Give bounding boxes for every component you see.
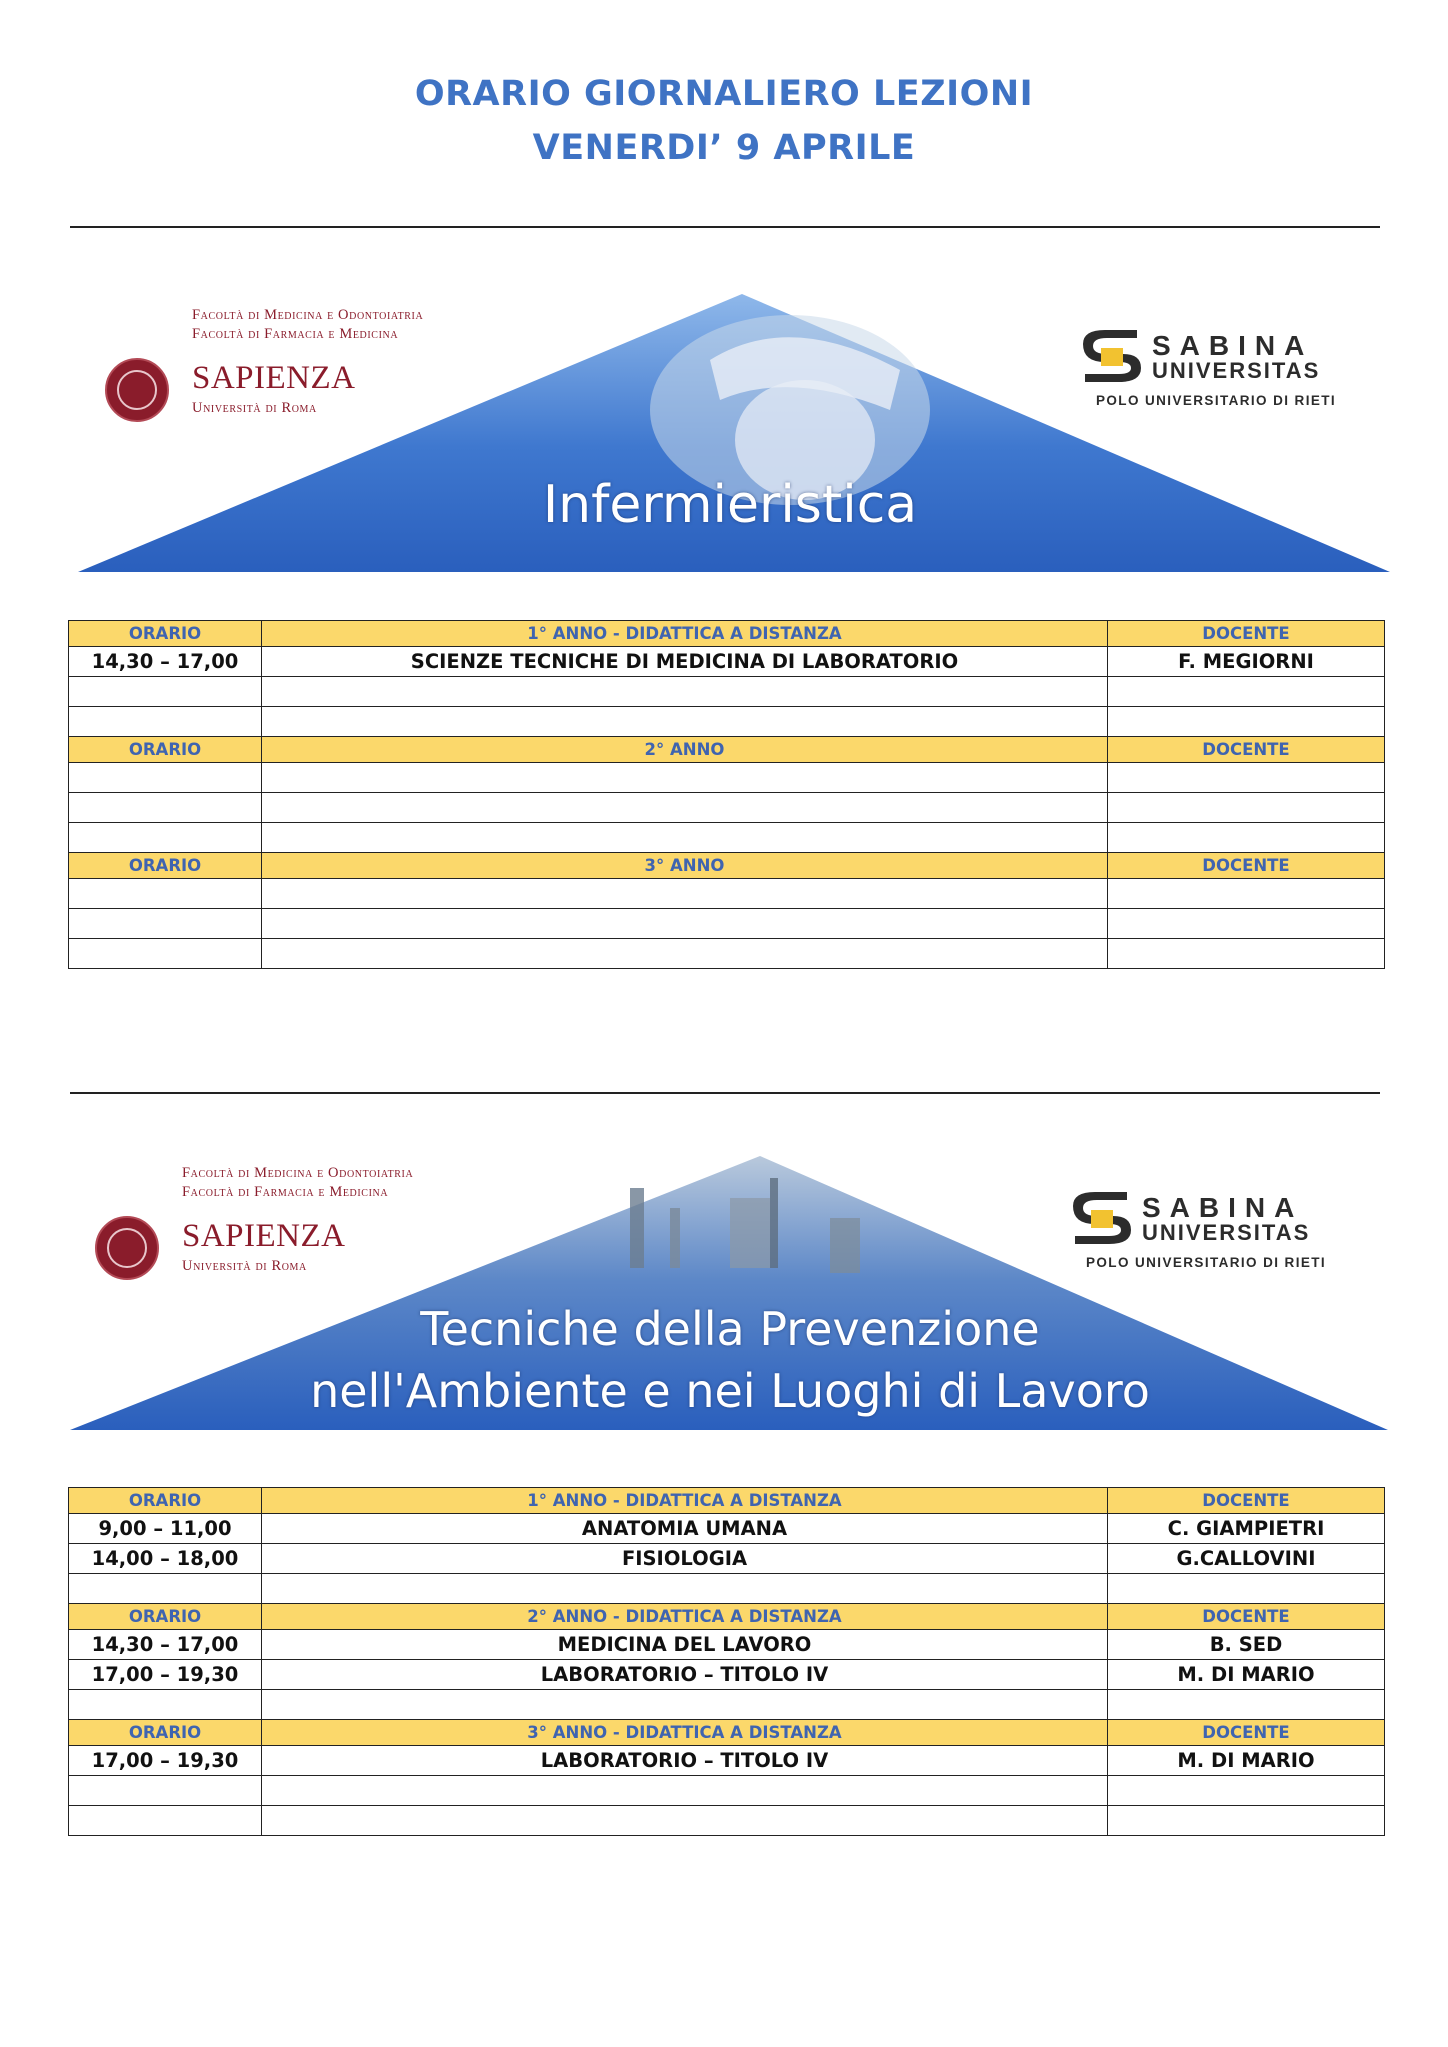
time-cell (69, 677, 262, 707)
table-row (69, 1690, 1385, 1720)
header-docente: DOCENTE (1108, 1488, 1385, 1514)
faculty-text (182, 1164, 413, 1202)
universitas-text: UNIVERSITAS (1152, 358, 1321, 383)
header-docente: DOCENTE (1108, 737, 1385, 763)
course-cell (262, 1574, 1108, 1604)
banner-title-line2: nell'Ambiente e nei Luoghi di Lavoro (310, 1364, 1150, 1418)
banner-prevenzione (70, 1148, 1390, 1438)
table-row (69, 793, 1385, 823)
banner-infermieristica (70, 290, 1390, 580)
teacher-cell: M. DI MARIO (1108, 1746, 1385, 1776)
header-anno: 1° ANNO - DIDATTICA A DISTANZA (262, 621, 1108, 647)
course-cell (262, 823, 1108, 853)
course-cell: MEDICINA DEL LAVORO (262, 1630, 1108, 1660)
table-row (69, 1746, 1385, 1776)
course-cell (262, 909, 1108, 939)
course-cell (262, 763, 1108, 793)
teacher-cell (1108, 909, 1385, 939)
time-cell: 9,00 – 11,00 (69, 1514, 262, 1544)
teacher-cell (1108, 1574, 1385, 1604)
course-cell (262, 1690, 1108, 1720)
time-cell (69, 823, 262, 853)
faculty-line2: Facoltà di Farmacia e Medicina (182, 1184, 389, 1200)
table-header-row (69, 1604, 1385, 1630)
course-cell: LABORATORIO – TITOLO IV (262, 1660, 1108, 1690)
table-row (69, 1574, 1385, 1604)
teacher-cell (1108, 763, 1385, 793)
sapienza-seal-icon (105, 358, 169, 422)
table-header-row (69, 1720, 1385, 1746)
teacher-cell (1108, 939, 1385, 969)
banner-title-infermieristica: Infermieristica (542, 475, 918, 535)
teacher-cell: M. DI MARIO (1108, 1660, 1385, 1690)
table-row (69, 1630, 1385, 1660)
time-cell (69, 1776, 262, 1806)
course-cell: SCIENZE TECNICHE DI MEDICINA DI LABORATORIO (262, 647, 1108, 677)
teacher-cell: F. MEGIORNI (1108, 647, 1385, 677)
sapienza-subtitle: Università di Roma (182, 1258, 307, 1274)
teacher-cell (1108, 1690, 1385, 1720)
polo-text: POLO UNIVERSITARIO DI RIETI (1086, 1255, 1327, 1270)
header-anno: 2° ANNO (262, 737, 1108, 763)
header-orario: ORARIO (69, 1604, 262, 1630)
polo-text: POLO UNIVERSITARIO DI RIETI (1096, 393, 1337, 408)
sapienza-subtitle: Università di Roma (192, 400, 317, 416)
teacher-cell: C. GIAMPIETRI (1108, 1514, 1385, 1544)
header-docente: DOCENTE (1108, 853, 1385, 879)
table-header-row (69, 737, 1385, 763)
time-cell (69, 1806, 262, 1836)
course-cell (262, 793, 1108, 823)
header-orario: ORARIO (69, 1720, 262, 1746)
page-title-line1: ORARIO GIORNALIERO LEZIONI (414, 74, 1034, 114)
table-row (69, 1806, 1385, 1836)
time-cell (69, 1690, 262, 1720)
table-row (69, 1776, 1385, 1806)
course-cell (262, 879, 1108, 909)
table-row (69, 1514, 1385, 1544)
teacher-cell (1108, 1806, 1385, 1836)
table-row (69, 939, 1385, 969)
banner-title-prevenzione (70, 1298, 1390, 1422)
teacher-cell (1108, 677, 1385, 707)
sapienza-seal-icon (95, 1216, 159, 1280)
table-row (69, 647, 1385, 677)
divider-middle (70, 1092, 1380, 1094)
time-cell (69, 1574, 262, 1604)
time-cell (69, 909, 262, 939)
faculty-text (192, 306, 423, 344)
table-row (69, 823, 1385, 853)
table-row (69, 763, 1385, 793)
teacher-cell (1108, 1776, 1385, 1806)
header-docente: DOCENTE (1108, 1604, 1385, 1630)
header-orario: ORARIO (69, 1488, 262, 1514)
table-header-row (69, 853, 1385, 879)
schedule-table-prevenzione (68, 1487, 1385, 1836)
time-cell (69, 879, 262, 909)
table-row (69, 1660, 1385, 1690)
time-cell: 14,30 – 17,00 (69, 1630, 262, 1660)
header-docente: DOCENTE (1108, 1720, 1385, 1746)
time-cell: 14,30 – 17,00 (69, 647, 262, 677)
header-orario: ORARIO (69, 853, 262, 879)
course-cell (262, 677, 1108, 707)
sabina-logo-icon (1075, 326, 1145, 386)
faculty-line2: Facoltà di Farmacia e Medicina (192, 326, 399, 342)
course-cell (262, 1806, 1108, 1836)
course-cell (262, 939, 1108, 969)
course-cell (262, 1776, 1108, 1806)
table-row (69, 909, 1385, 939)
header-anno: 2° ANNO - DIDATTICA A DISTANZA (262, 1604, 1108, 1630)
course-cell (262, 707, 1108, 737)
time-cell (69, 793, 262, 823)
time-cell (69, 763, 262, 793)
time-cell: 17,00 – 19,30 (69, 1660, 262, 1690)
table-row (69, 1544, 1385, 1574)
faculty-line1: Facoltà di Medicina e Odontoiatria (192, 307, 424, 323)
sapienza-logo-text: SAPIENZA (182, 1218, 346, 1254)
faculty-line1: Facoltà di Medicina e Odontoiatria (182, 1165, 414, 1181)
divider-top (70, 226, 1380, 228)
banner-title-line1: Tecniche della Prevenzione (420, 1302, 1040, 1356)
header-docente: DOCENTE (1108, 621, 1385, 647)
table-row (69, 677, 1385, 707)
schedule-table-infermieristica (68, 620, 1385, 969)
table-row (69, 707, 1385, 737)
teacher-cell: G.CALLOVINI (1108, 1544, 1385, 1574)
time-cell: 17,00 – 19,30 (69, 1746, 262, 1776)
teacher-cell (1108, 707, 1385, 737)
teacher-cell: B. SED (1108, 1630, 1385, 1660)
time-cell: 14,00 – 18,00 (69, 1544, 262, 1574)
course-cell: FISIOLOGIA (262, 1544, 1108, 1574)
teacher-cell (1108, 793, 1385, 823)
time-cell (69, 707, 262, 737)
course-cell: LABORATORIO – TITOLO IV (262, 1746, 1108, 1776)
header-orario: ORARIO (69, 621, 262, 647)
sabina-logo-icon (1065, 1188, 1135, 1248)
universitas-text: UNIVERSITAS (1142, 1220, 1311, 1245)
course-cell: ANATOMIA UMANA (262, 1514, 1108, 1544)
table-header-row (69, 621, 1385, 647)
teacher-cell (1108, 879, 1385, 909)
table-header-row (69, 1488, 1385, 1514)
header-anno: 3° ANNO (262, 853, 1108, 879)
sabina-logo-text: SABINA (1142, 1192, 1304, 1223)
header-anno: 1° ANNO - DIDATTICA A DISTANZA (262, 1488, 1108, 1514)
table-row (69, 879, 1385, 909)
page-title-line2: VENERDI’ 9 APRILE (532, 128, 916, 168)
sabina-logo-text: SABINA (1152, 330, 1314, 361)
header-anno: 3° ANNO - DIDATTICA A DISTANZA (262, 1720, 1108, 1746)
header-orario: ORARIO (69, 737, 262, 763)
time-cell (69, 939, 262, 969)
teacher-cell (1108, 823, 1385, 853)
sapienza-logo-text: SAPIENZA (192, 360, 356, 396)
